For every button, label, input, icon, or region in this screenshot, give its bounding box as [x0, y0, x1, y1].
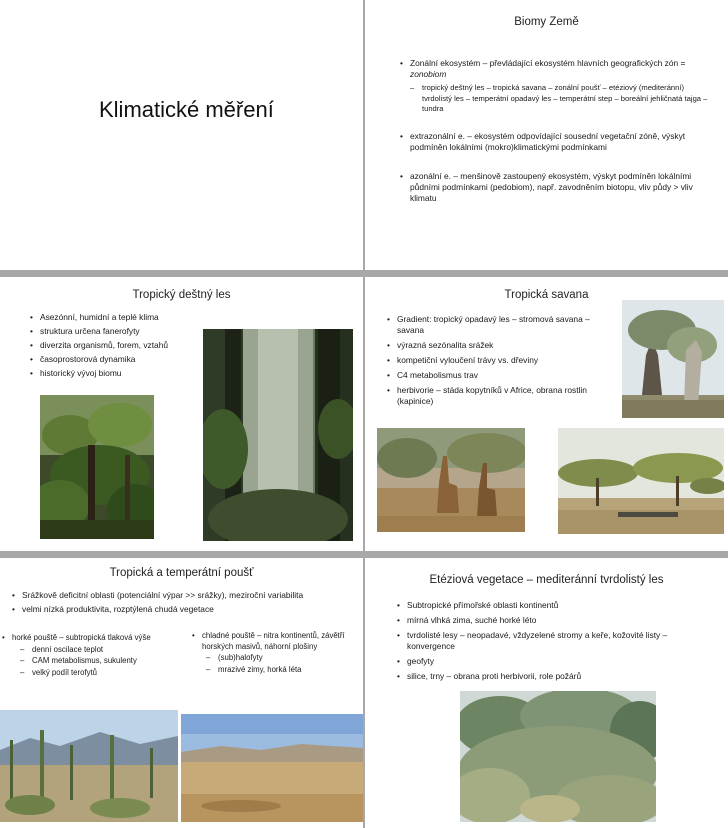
- horizontal-divider-2: [0, 551, 728, 558]
- cold-desert-photo: [181, 714, 363, 822]
- giraffe-photo: [377, 428, 525, 532]
- list-item: – denní oscilace teplot: [20, 645, 180, 656]
- slide-heading: Biomy Země: [514, 16, 579, 28]
- list-item: • časoprostorová dynamika: [28, 354, 208, 365]
- hot-desert-photo: [0, 710, 178, 822]
- list-item: • velmi nízká produktivita, rozptýlená chudá vegetace: [10, 604, 355, 615]
- bullet-text: chladné pouště – nitra kontinentů, závětří horských masivů, náhorní plošiny: [202, 631, 345, 651]
- list-item: • tvrdolisté lesy – neopadavé, vždyzelené stromy a keře, kožovité listy – konvergence: [395, 630, 715, 652]
- hot-desert-list: [0, 633, 180, 681]
- bullet-list: [10, 590, 355, 618]
- list-item: [0, 633, 180, 678]
- list-item: • Asezónní, humidní a teplé klima: [28, 312, 208, 323]
- list-item: – velký podíl terofytů: [20, 668, 180, 679]
- list-item: • extrazonální e. – ekosystém odpovídající sousední vegetační zóně, výskyt podmíněn lokálními (mokro)klimatickými podmínkami: [398, 131, 708, 153]
- bullet-text: horké pouště – subtropická tlaková výše: [12, 633, 151, 642]
- sub-list: [20, 645, 180, 679]
- slide-mediterranean: [365, 558, 728, 828]
- slide-savanna: [365, 277, 728, 551]
- sub-list: [206, 653, 360, 675]
- list-item: • geofyty: [395, 656, 715, 667]
- main-title: Klimatické měření: [99, 97, 274, 122]
- list-item: • herbivorie – stáda kopytníků v Africe, obrana rostlin (kapinice): [385, 385, 605, 407]
- rainforest-photo-small: [40, 395, 154, 539]
- slide-title: [0, 0, 363, 270]
- list-item: • azonální e. – menšinově zastoupený ekosystém, výskyt podmíněn lokálními půdními podmínkami (pedobiom), např. zavodněním biotopu, vliv půdy > vliv klimatu: [398, 171, 708, 204]
- list-item: – (sub)halofyty: [206, 653, 360, 664]
- list-item: – mrazivé zimy, horká léta: [206, 665, 360, 676]
- bullet-list: [28, 312, 208, 382]
- bullet-list: [395, 600, 715, 686]
- sub-list: [410, 83, 708, 115]
- horizontal-divider-1: [0, 270, 728, 277]
- rainforest-photo-large: [203, 329, 353, 541]
- mediterranean-scrub-photo: [460, 691, 656, 822]
- list-item: • silice, trny – obrana proti herbivorii, role požárů: [395, 671, 715, 682]
- list-item: [398, 58, 708, 115]
- cold-desert-list: [190, 631, 360, 678]
- slide-desert: [0, 558, 363, 828]
- list-item: • Subtropické přímořské oblasti kontinentů: [395, 600, 715, 611]
- slide-rainforest: [0, 277, 363, 551]
- list-item: • C4 metabolismus trav: [385, 370, 605, 381]
- slide-heading: Tropická savana: [504, 289, 589, 301]
- bullet-text: Zonální ekosystém – převládající ekosystém hlavních geografických zón =: [410, 58, 686, 68]
- list-item: • struktura určena fanerofyty: [28, 326, 208, 337]
- bullet-list: [398, 58, 708, 207]
- list-item: – CAM metabolismus, sukulenty: [20, 656, 180, 667]
- list-item: • Srážkově deficitní oblasti (potenciální výpar >> srážky), meziroční variabilita: [10, 590, 355, 601]
- sub-item: – tropický deštný les – tropická savana – zonální poušť – etéziový (mediteránní) tvrdolistý les – temperátní opadavý les – temperátní step – boreální jehličnatá tajga – tundra: [410, 83, 708, 115]
- slide-heading: Tropická a temperátní poušť: [109, 567, 254, 579]
- slide-heading: Etéziová vegetace – mediteránní tvrdolistý les: [429, 574, 664, 586]
- savanna-tree-photo: [622, 300, 724, 418]
- acacia-savanna-photo: [558, 428, 724, 534]
- list-item: • Gradient: tropický opadavý les – stromová savana – savana: [385, 314, 605, 336]
- list-item: • kompetiční vyloučení trávy vs. dřeviny: [385, 355, 605, 366]
- slide-biomes: [365, 0, 728, 270]
- list-item: • historický vývoj biomu: [28, 368, 208, 379]
- list-item: • mírná vlhká zima, suché horké léto: [395, 615, 715, 626]
- list-item: • diverzita organismů, forem, vztahů: [28, 340, 208, 351]
- list-item: [190, 631, 360, 675]
- bullet-list: [385, 314, 605, 411]
- list-item: • výrazná sezónalita srážek: [385, 340, 605, 351]
- bullet-emphasis: zonobiom: [410, 69, 447, 79]
- slide-heading: Tropický deštný les: [132, 289, 231, 301]
